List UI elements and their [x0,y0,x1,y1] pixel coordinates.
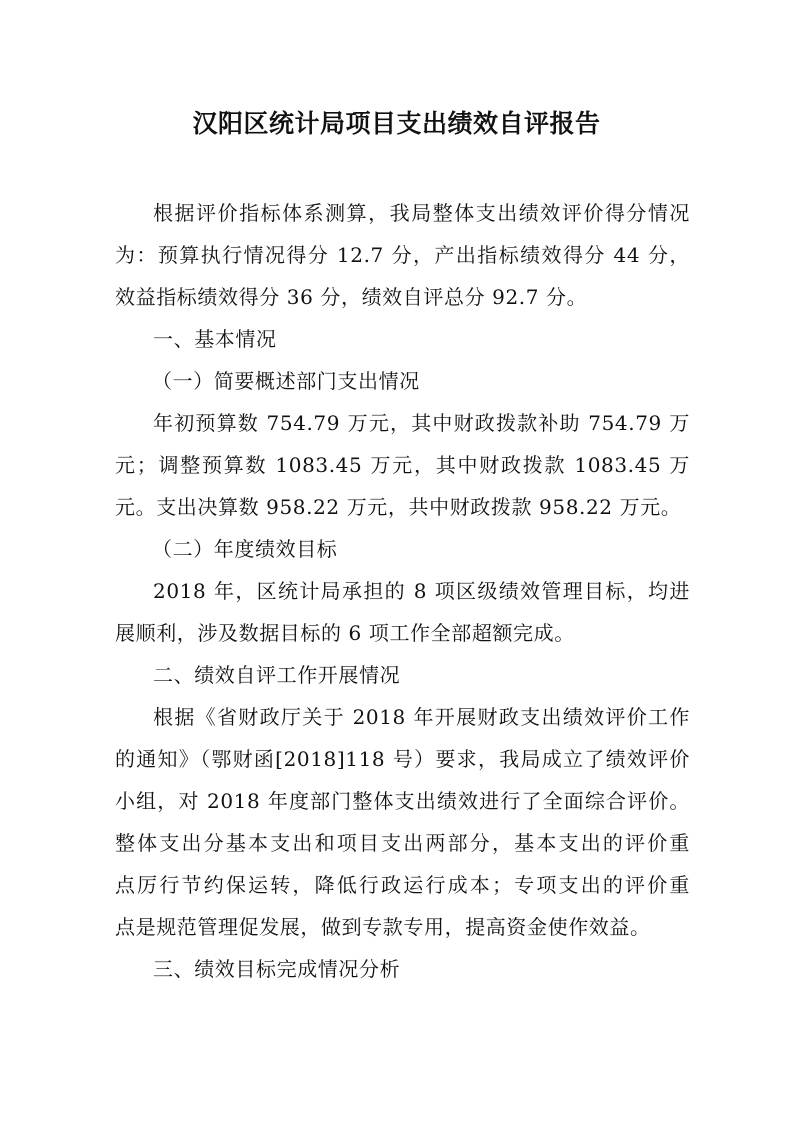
subsection-heading: （一）简要概述部门支出情况 [152,369,420,393]
paragraph-line: 点是规范管理促发展，做到专款专用，提高资金使作效益。 [115,915,651,939]
paragraph-line: 点厉行节约保运转，降低行政运行成本；专项支出的评价重 [115,873,690,897]
paragraph-line: 根据《省财政厅关于 2018 年开展财政支出绩效评价工作 [153,705,690,729]
paragraph-line: 小组，对 2018 年度部门整体支出绩效进行了全面综合评价。 [115,789,690,813]
paragraph-line: 整体支出分基本支出和项目支出两部分，基本支出的评价重 [115,831,690,855]
section-heading: 二、绩效自评工作开展情况 [153,663,401,687]
paragraph-line: 根据评价指标体系测算，我局整体支出绩效评价得分情况 [153,201,690,225]
section-heading: 三、绩效目标完成情况分析 [153,957,401,981]
paragraph-line: 为：预算执行情况得分 12.7 分，产出指标绩效得分 44 分， [115,243,690,267]
paragraph-line: 元。支出决算数 958.22 万元，共中财政拨款 958.22 万元。 [115,495,682,519]
paragraph-line: 年初预算数 754.79 万元，其中财政拨款补助 754.79 万 [153,411,690,435]
paragraph-line: 2018 年，区统计局承担的 8 项区级绩效管理目标，均进 [153,579,690,603]
section-heading: 一、基本情况 [153,327,277,351]
paragraph-line: 元；调整预算数 1083.45 万元，其中财政拨款 1083.45 万 [115,453,690,477]
subsection-heading: （二）年度绩效目标 [152,537,338,561]
document-title: 汉阳区统计局项目支出绩效自评报告 [192,109,601,138]
paragraph-line: 的通知》（鄂财函[2018]118 号）要求，我局成立了绩效评价 [115,747,690,771]
paragraph-line: 效益指标绩效得分 36 分，绩效自评总分 92.7 分。 [115,285,588,309]
paragraph-line: 展顺利，涉及数据目标的 6 项工作全部超额完成。 [115,621,575,645]
